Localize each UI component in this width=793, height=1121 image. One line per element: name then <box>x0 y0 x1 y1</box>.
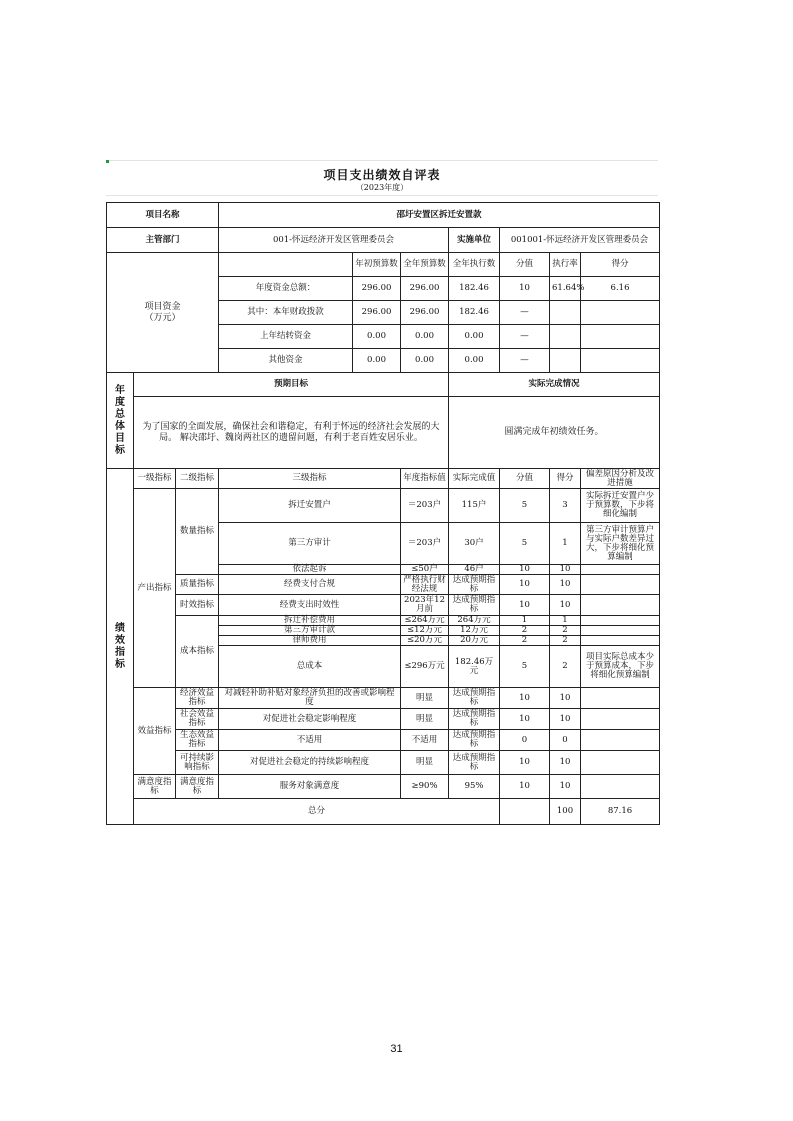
funds-header: 得分 <box>581 253 660 277</box>
ind-note <box>581 775 660 799</box>
ind-got: 1 <box>550 616 581 626</box>
funds-header: 分值 <box>500 253 550 277</box>
ind-score: 2 <box>500 636 550 646</box>
ind-note <box>581 636 660 646</box>
funds-cell: 6.16 <box>581 277 660 301</box>
funds-cell: — <box>500 301 550 325</box>
level1-output: 产出指标 <box>134 489 176 688</box>
dept-value: 001-怀远经济开发区管理委员会 <box>219 228 449 253</box>
funds-cell: 0.00 <box>353 349 401 373</box>
total-blank <box>500 799 550 825</box>
funds-cell <box>581 325 660 349</box>
ind-header: 偏差原因分析及改进措施 <box>581 469 660 489</box>
funds-row-label: 其他资金 <box>219 349 353 373</box>
funds-cell <box>550 349 581 373</box>
ind-actual: 264万元 <box>449 616 500 626</box>
level2-social: 社会效益指标 <box>176 709 219 730</box>
ind-score: 5 <box>500 489 550 523</box>
ind-header: 一级指标 <box>134 469 176 489</box>
level2-sustainable: 可持续影响指标 <box>176 751 219 775</box>
ind-l3: 第三方审计款 <box>219 626 401 636</box>
ind-note <box>581 709 660 730</box>
funds-cell: 296.00 <box>353 301 401 325</box>
level1-satisfaction: 满意度指标 <box>134 775 176 799</box>
funds-cell <box>581 349 660 373</box>
ind-target: 明显 <box>401 688 449 709</box>
ind-got: 10 <box>550 595 581 616</box>
funds-header: 年初预算数 <box>353 253 401 277</box>
ind-note <box>581 626 660 636</box>
ind-target: 严格执行财经法规 <box>401 575 449 595</box>
ind-got: 10 <box>550 775 581 799</box>
funds-row-label: 其中：本年财政拨款 <box>219 301 353 325</box>
funds-cell: 10 <box>500 277 550 301</box>
actual-complete-header: 实际完成情况 <box>449 373 660 397</box>
ind-note <box>581 565 660 575</box>
level2-quality: 质量指标 <box>176 575 219 595</box>
level2-satisfaction: 满意度指标 <box>176 775 219 799</box>
form-year: （2023年度） <box>355 183 409 192</box>
ind-l3: 第三方审计 <box>219 523 401 565</box>
ind-l3: 律师费用 <box>219 636 401 646</box>
ind-target: ≤12万元 <box>401 626 449 636</box>
ind-actual: 30户 <box>449 523 500 565</box>
funds-cell: 0.00 <box>401 325 449 349</box>
ind-note <box>581 595 660 616</box>
actual-complete-text: 圆满完成年初绩效任务。 <box>449 397 660 469</box>
impl-label: 实施单位 <box>449 228 500 253</box>
ind-header: 分值 <box>500 469 550 489</box>
funds-header: 全年执行数 <box>449 253 500 277</box>
ind-note <box>581 688 660 709</box>
ind-header: 实际完成值 <box>449 469 500 489</box>
level2-ecological: 生态效益指标 <box>176 730 219 751</box>
ind-target: 明显 <box>401 751 449 775</box>
ind-l3: 经费支付合规 <box>219 575 401 595</box>
funds-cell: 0.00 <box>401 349 449 373</box>
ind-got: 10 <box>550 751 581 775</box>
funds-cell: 296.00 <box>401 277 449 301</box>
expected-goal-text: 为了国家的全面发展，确保社会和谐稳定，有利于怀远的经济社会发展的大局。 解决邵圩、魏岗两社区的遗留问题，有利于老百姓安居乐业。 <box>134 397 449 469</box>
ind-l3: 拆迁补偿费用 <box>219 616 401 626</box>
expected-goal-header: 预期目标 <box>134 373 449 397</box>
ind-actual: 115户 <box>449 489 500 523</box>
ind-l3: 对促进社会稳定的持续影响程度 <box>219 751 401 775</box>
ind-target: 不适用 <box>401 730 449 751</box>
level2-cost: 成本指标 <box>176 616 219 688</box>
ind-score: 10 <box>500 688 550 709</box>
ind-score: 10 <box>500 575 550 595</box>
funds-label: 项目资金 （万元） <box>107 253 219 373</box>
ind-actual: 达成预期指标 <box>449 709 500 730</box>
ind-note: 第三方审计预算户与实际户数差异过大，下步将细化预算编制 <box>581 523 660 565</box>
ind-l3: 对促进社会稳定影响程度 <box>219 709 401 730</box>
indicators-side-label: 绩效指标 <box>107 469 134 825</box>
ind-note: 项目实际总成本少于预算成本，下步将细化预算编制 <box>581 646 660 688</box>
level2-timeliness: 时效指标 <box>176 595 219 616</box>
ind-l3: 对减轻补助补贴对象经济负担的改善或影响程度 <box>219 688 401 709</box>
ind-note: 实际拆迁安置户少于预算数，下步将细化编制 <box>581 489 660 523</box>
funds-cell: — <box>500 349 550 373</box>
ind-actual: 12万元 <box>449 626 500 636</box>
cell-marker-icon <box>106 160 109 163</box>
ind-l3: 依法起诉 <box>219 565 401 575</box>
ind-got: 10 <box>550 565 581 575</box>
ind-score: 10 <box>500 775 550 799</box>
ind-actual: 达成预期指标 <box>449 595 500 616</box>
funds-cell: 0.00 <box>449 325 500 349</box>
ind-target: 2023年12月前 <box>401 595 449 616</box>
ind-actual: 达成预期指标 <box>449 751 500 775</box>
ind-score: 2 <box>500 626 550 636</box>
goals-side-label: 年度总体目标 <box>107 373 134 469</box>
ind-actual: 46户 <box>449 565 500 575</box>
funds-header-blank <box>219 253 353 277</box>
impl-value: 001001-怀远经济开发区管理委员会 <box>500 228 660 253</box>
ind-score: 5 <box>500 646 550 688</box>
ind-actual: 达成预期指标 <box>449 730 500 751</box>
ind-score: 10 <box>500 595 550 616</box>
form-title: 项目支出绩效自评表 <box>323 168 441 182</box>
ind-header: 年度指标值 <box>401 469 449 489</box>
total-got: 87.16 <box>581 799 660 825</box>
ind-note <box>581 730 660 751</box>
ind-target: ≤50户 <box>401 565 449 575</box>
ind-actual: 20万元 <box>449 636 500 646</box>
ind-header: 得分 <box>550 469 581 489</box>
funds-header: 执行率 <box>550 253 581 277</box>
funds-header: 全年预算数 <box>401 253 449 277</box>
ind-score: 5 <box>500 523 550 565</box>
ind-l3: 拆迁安置户 <box>219 489 401 523</box>
ind-note <box>581 751 660 775</box>
ind-l3: 总成本 <box>219 646 401 688</box>
level1-benefit: 效益指标 <box>134 688 176 775</box>
funds-cell: 0.00 <box>353 325 401 349</box>
ind-l3: 服务对象满意度 <box>219 775 401 799</box>
ind-header: 二级指标 <box>176 469 219 489</box>
funds-cell <box>550 325 581 349</box>
ind-l3: 不适用 <box>219 730 401 751</box>
funds-cell: — <box>500 325 550 349</box>
funds-row-label: 上年结转资金 <box>219 325 353 349</box>
ind-score: 10 <box>500 709 550 730</box>
project-name-label: 项目名称 <box>107 203 219 228</box>
ind-target: ≤264万元 <box>401 616 449 626</box>
ind-actual: 95% <box>449 775 500 799</box>
dept-label: 主管部门 <box>107 228 219 253</box>
ind-got: 10 <box>550 709 581 730</box>
funds-cell <box>581 301 660 325</box>
ind-got: 2 <box>550 626 581 636</box>
funds-row-label: 年度资金总额： <box>219 277 353 301</box>
funds-cell: 61.64% <box>550 277 581 301</box>
ind-got: 2 <box>550 646 581 688</box>
ind-got: 10 <box>550 688 581 709</box>
funds-cell <box>550 301 581 325</box>
funds-cell: 296.00 <box>353 277 401 301</box>
ind-header: 三级指标 <box>219 469 401 489</box>
ind-got: 2 <box>550 636 581 646</box>
ind-target: ≤20万元 <box>401 636 449 646</box>
ind-l3: 经费支出时效性 <box>219 595 401 616</box>
funds-cell: 182.46 <box>449 301 500 325</box>
level2-quantity: 数量指标 <box>176 489 219 575</box>
ind-note <box>581 575 660 595</box>
ind-target: ≤296万元 <box>401 646 449 688</box>
funds-cell: 296.00 <box>401 301 449 325</box>
funds-cell: 0.00 <box>449 349 500 373</box>
ind-target: ≥90% <box>401 775 449 799</box>
ind-target: 明显 <box>401 709 449 730</box>
ind-target: ＝203户 <box>401 489 449 523</box>
level2-economic: 经济效益指标 <box>176 688 219 709</box>
ind-got: 10 <box>550 575 581 595</box>
ind-note <box>581 616 660 626</box>
ind-actual: 182.46万元 <box>449 646 500 688</box>
total-label: 总分 <box>134 799 500 825</box>
ind-score: 10 <box>500 751 550 775</box>
title-block <box>106 160 658 196</box>
ind-score: 10 <box>500 565 550 575</box>
ind-got: 0 <box>550 730 581 751</box>
performance-table <box>106 202 660 825</box>
ind-got: 3 <box>550 489 581 523</box>
project-name: 邵圩安置区拆迁安置款 <box>219 203 660 228</box>
ind-score: 0 <box>500 730 550 751</box>
funds-cell: 182.46 <box>449 277 500 301</box>
ind-got: 1 <box>550 523 581 565</box>
ind-score: 1 <box>500 616 550 626</box>
ind-actual: 达成预期指标 <box>449 575 500 595</box>
page-number: 31 <box>390 1043 403 1055</box>
ind-target: ＝203户 <box>401 523 449 565</box>
ind-actual: 达成预期指标 <box>449 688 500 709</box>
total-score: 100 <box>550 799 581 825</box>
